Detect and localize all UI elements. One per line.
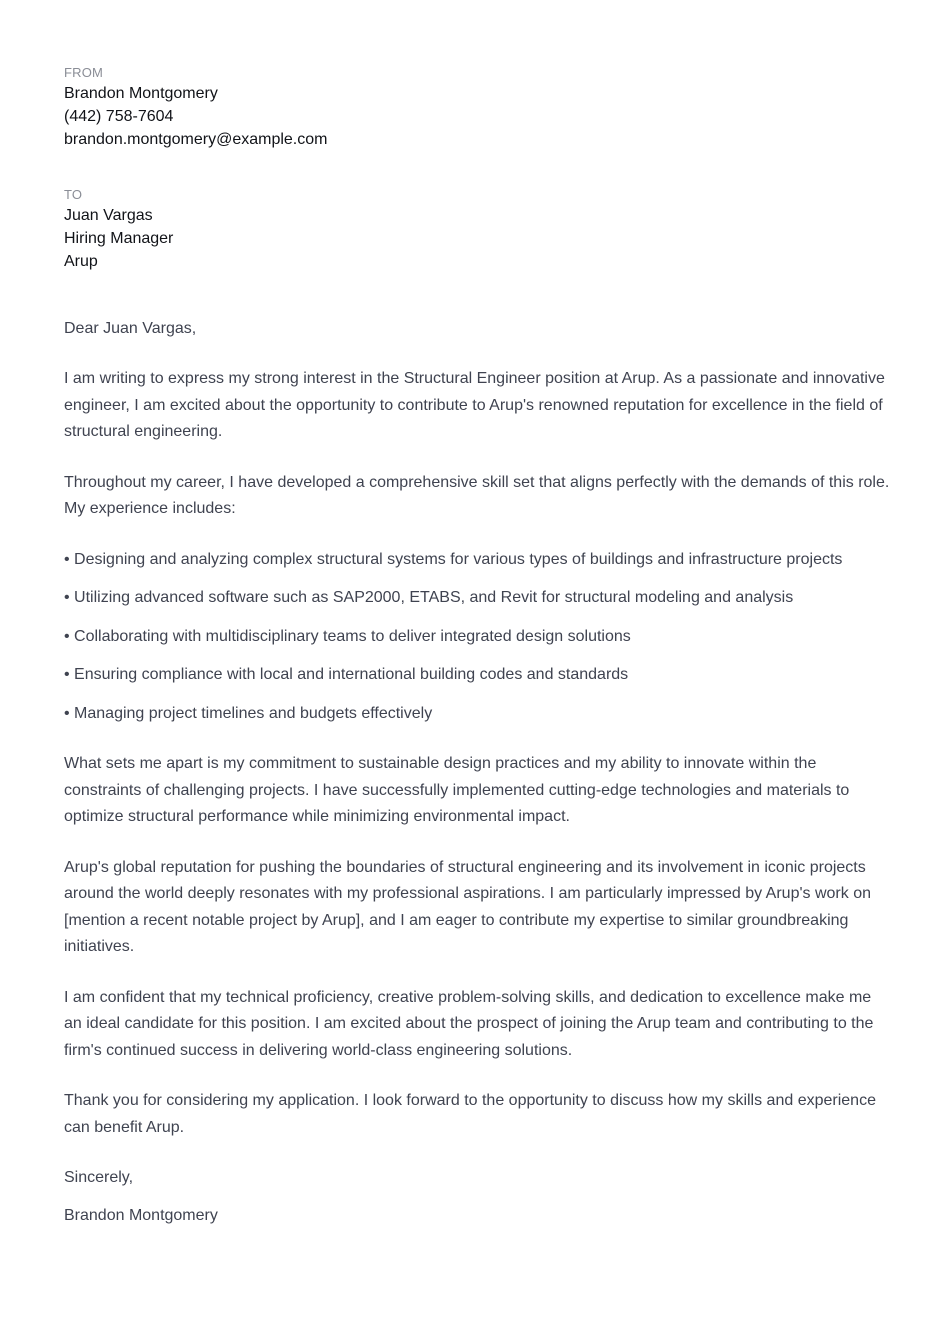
list-item: • Ensuring compliance with local and international building codes and standards <box>64 666 629 683</box>
sender-phone: (442) 758-7604 <box>64 108 174 125</box>
salutation: Dear Juan Vargas, <box>64 320 197 337</box>
thanks-paragraph: Thank you for considering my application. I look forward to the opportunity to discuss how my skills and experience can benefit Arup. <box>64 1092 876 1136</box>
sender-name: Brandon Montgomery <box>64 85 218 102</box>
recipient-block <box>64 186 892 273</box>
recipient-name: Juan Vargas <box>64 207 153 224</box>
company-interest-paragraph: Arup's global reputation for pushing the boundaries of structural engineering and its involvement in iconic projects around the world deeply resonates with my professional aspirations. I am particularly impressed by Arup's work on [mention a recent notable project by Arup], and I am eager to contribute my expertise to similar groundbreaking initiatives. <box>64 858 871 955</box>
list-item: • Collaborating with multidisciplinary teams to deliver integrated design solutions <box>64 627 631 645</box>
intro-paragraph: I am writing to express my strong interest in the Structural Engineer position at Arup. As a passionate and innovative engineer, I am excited about the opportunity to contribute to Arup's renowned reputation for excellence in the field of structural engineering. <box>64 370 885 440</box>
experience-list <box>64 547 892 728</box>
from-label: FROM <box>64 65 104 80</box>
career-paragraph: Throughout my career, I have developed a comprehensive skill set that aligns perfectly with the demands of this role. My experience includes: <box>64 473 890 517</box>
list-item: • Managing project timelines and budgets effectively <box>64 704 433 722</box>
sender-email: brandon.montgomery@example.com <box>64 131 328 148</box>
list-item: • Utilizing advanced software such as SAP2000, ETABS, and Revit for structural modeling and analysis <box>64 589 794 606</box>
to-label: TO <box>64 187 83 202</box>
signature-name: Brandon Montgomery <box>64 1207 218 1224</box>
sender-block <box>64 64 892 151</box>
confidence-paragraph: I am confident that my technical proficiency, creative problem-solving skills, and dedication to excellence make me an ideal candidate for this position. I am excited about the prospect of joining the Arup team and contributing to the firm's continued success in delivering world-class engineering solutions. <box>64 988 874 1059</box>
recipient-company: Arup <box>64 253 98 270</box>
recipient-title: Hiring Manager <box>64 230 174 247</box>
differentiator-paragraph: What sets me apart is my commitment to sustainable design practices and my ability to innovate within the constraints of challenging projects. I have successfully implemented cutting-edge technologies and materials to optimize structural performance while minimizing environmental impact. <box>64 755 850 825</box>
closing: Sincerely, <box>64 1169 134 1186</box>
list-item: • Designing and analyzing complex structural systems for various types of buildings and infrastructure projects <box>64 550 843 568</box>
